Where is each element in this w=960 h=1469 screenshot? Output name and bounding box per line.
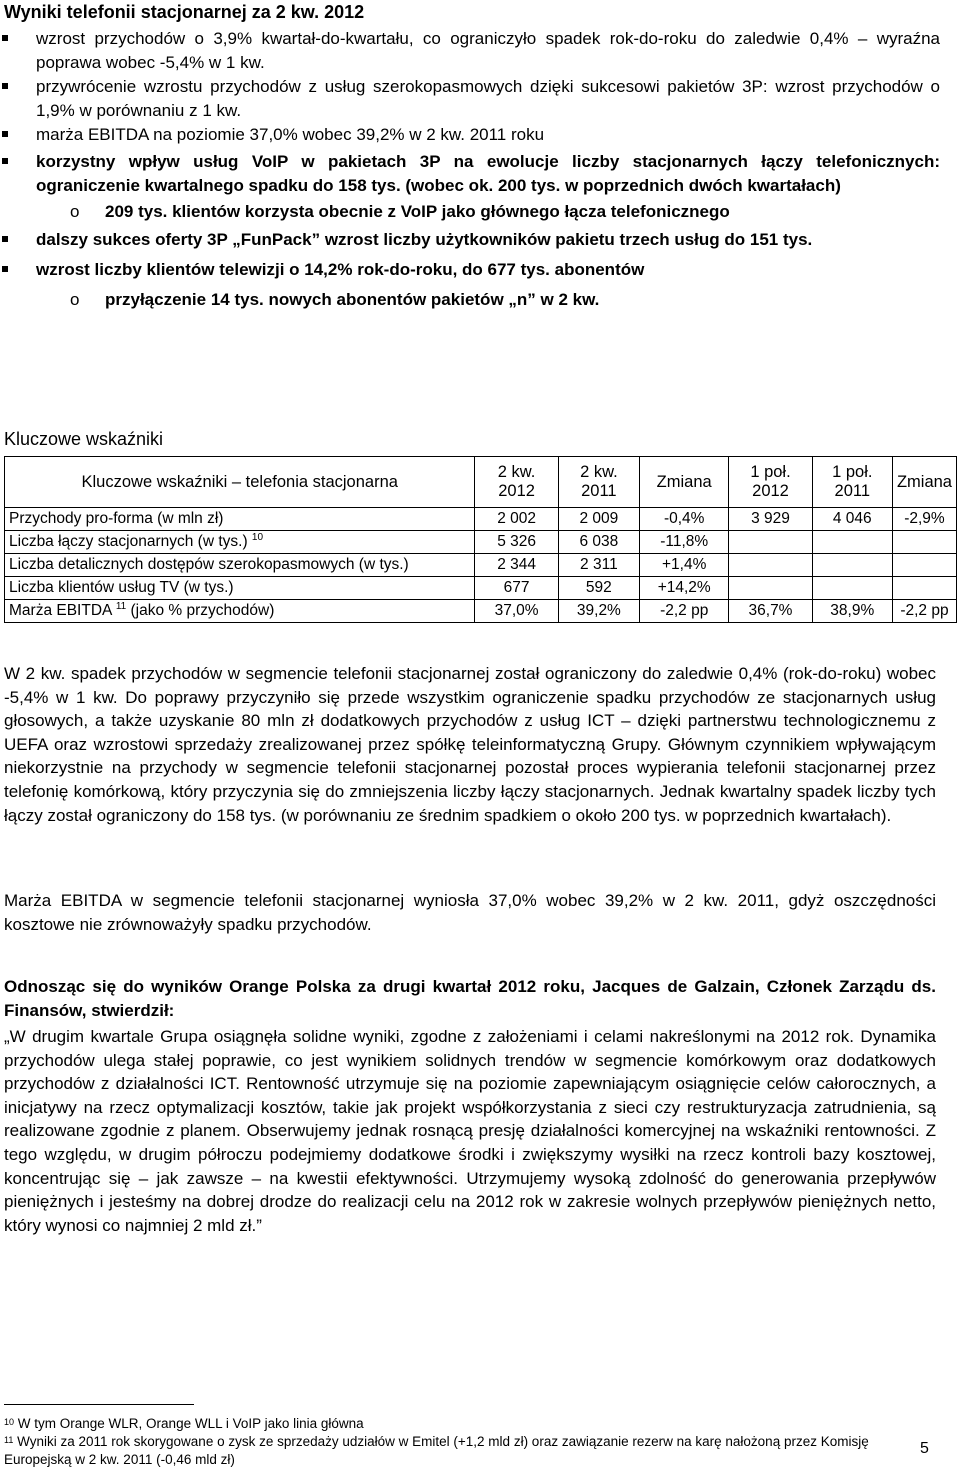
table-cell [892,531,956,554]
list-item [0,123,940,147]
table-row [5,554,957,577]
table-cell: 39,2% [558,600,639,623]
page-title: Wyniki telefonii stacjonarnej za 2 kw. 2012 [4,2,365,22]
list-item-text: przywrócenie wzrostu przychodów z usług szerokopasmowych dzięki sukcesowi pakietów 3P: wzrost przychodów o 1,9% w porównaniu z 1 kw. [36,77,940,120]
row-label: Liczba łączy stacjonarnych (w tys.) [9,533,248,551]
table-cell: 677 [475,577,558,600]
table-cell [729,554,812,577]
table-cell [812,554,892,577]
list-item-text: korzystny wpływ usług VoIP w pakietach 3P na ewolucje liczby stacjonarnych łączy telefonicznych: ograniczenie kwartalnego spadku do 158 tys. (wobec ok. 200 tys. w poprzednich dwóch kwartałach) [36,152,940,195]
circle-bullet-icon: o [70,290,80,309]
table-cell: +14,2% [640,577,729,600]
footnote-text: Wyniki za 2011 rok skorygowane o zysk ze sprzedaży udziałów w Emitel (+1,2 mld zł) oraz zawiązanie rezerw na karę nałożoną przez Komisję Europejską w 2 kw. 2011 (-0,46 mld zł) [4,1434,869,1467]
square-bullet-icon [2,158,8,164]
table-cell: -2,2 pp [640,600,729,623]
table-cell [892,577,956,600]
list-item-text: wzrost liczby klientów telewizji o 14,2% rok-do-roku, do 677 tys. abonentów [36,260,645,279]
row-label-cell [5,600,475,623]
footnote-ref: 10 [251,532,264,544]
circle-bullet-icon: o [70,202,80,221]
table-cell: 592 [558,577,639,600]
body-paragraph: W 2 kw. spadek przychodów w segmencie telefonii stacjonarnej został ograniczony do zaledwie 0,4% (rok-do-roku) wobec -5,4% w 1 kw. Do poprawy przyczyniło się przede wszystkim ograniczenie spadku przychodów ze stacjonarnych usług głosowych, a także uzyskanie 80 mln zł dodatkowych przychodów z usług ICT – dzięki partnerstwu technologicznemu z UEFA oraz wzrostowi sprzedaży zrealizowanej przez spółkę teleinformatyczną Grupy. Głównym czynnikiem wpływającym niekorzystnie na przychody w segmencie telefonii stacjonarnej pozostał proces wypierania telefonii stacjonarnej przez telefonię komórkową, który przyczynia się do zmniejszenia liczby łączy stacjonarnych. Jednak kwartalny spadek liczby tych łączy został ograniczony do 158 tys. (w porównaniu ze średnim spadkiem o około 200 tys. w poprzednich kwartałach). [4,664,936,825]
table-cell [729,577,812,600]
table-header-cell: 1 poł. 2011 [812,457,892,508]
list-item [0,258,940,282]
quote-intro: Odnosząc się do wyników Orange Polska za drugi kwartał 2012 roku, Jacques de Galzain, Członek Zarządu ds. Finansów, stwierdził: [4,977,936,1020]
square-bullet-icon [2,266,8,272]
table-cell: -11,8% [640,531,729,554]
table-header-cell: Kluczowe wskaźniki – telefonia stacjonarna [5,457,475,508]
table-cell: 2 002 [475,508,558,531]
row-label-cell [5,531,475,554]
square-bullet-icon [2,35,8,41]
table-cell: -2,2 pp [892,600,956,623]
list-item-text: wzrost przychodów o 3,9% kwartał-do-kwartału, co ograniczyło spadek rok-do-roku do zaledwie 0,4% – wyraźna poprawa wobec -5,4% w 1 kw. [36,29,940,72]
footnote [4,1415,934,1433]
table-cell: -0,4% [640,508,729,531]
list-item [0,75,940,123]
table-row [5,508,957,531]
row-label-suffix: (jako % przychodów) [126,602,275,620]
sub-list-item [0,288,940,312]
table-cell: 37,0% [475,600,558,623]
table-cell: 6 038 [558,531,639,554]
table-row [5,600,957,623]
section-heading: Kluczowe wskaźniki [4,429,164,449]
table-cell: 2 311 [558,554,639,577]
table-cell: -2,9% [892,508,956,531]
page-number: 5 [920,1440,929,1457]
footnote-ref: 11 [115,601,127,613]
row-label-cell [5,554,475,577]
list-item [0,228,940,252]
row-label-cell [5,577,475,600]
list-item-text: dalszy sukces oferty 3P „FunPack” wzrost liczby użytkowników pakietu trzech usług do 151 tys. [36,230,813,249]
table-row [5,577,957,600]
table-cell: 36,7% [729,600,812,623]
footnote-divider [4,1404,194,1405]
square-bullet-icon [2,83,8,89]
table-cell [892,554,956,577]
table-cell: +1,4% [640,554,729,577]
row-label-cell [5,508,475,531]
footnote [4,1433,934,1469]
sub-list-item-text: przyłączenie 14 tys. nowych abonentów pakietów „n” w 2 kw. [105,290,600,309]
table-cell: 3 929 [729,508,812,531]
table-header-cell: 2 kw. 2012 [475,457,558,508]
row-label: Liczba detalicznych dostępów szerokopasmowych (w tys.) [9,556,409,573]
square-bullet-icon [2,131,8,137]
table-cell: 38,9% [812,600,892,623]
table-cell: 2 009 [558,508,639,531]
table-cell: 5 326 [475,531,558,554]
table-cell [812,531,892,554]
row-label: Marża EBITDA [9,602,112,620]
square-bullet-icon [2,236,8,242]
list-item [0,150,940,198]
list-item-text: marża EBITDA na poziomie 37,0% wobec 39,2% w 2 kw. 2011 roku [36,125,545,144]
kpi-table [4,456,957,623]
list-item [0,27,940,75]
table-header-cell: 1 poł. 2012 [729,457,812,508]
sub-list-item [0,200,940,224]
table-cell [729,531,812,554]
table-cell: 4 046 [812,508,892,531]
footnote-number: 10 [4,1417,15,1427]
row-label: Liczba klientów usług TV (w tys.) [9,579,234,596]
row-label: Przychody pro-forma (w mln zł) [9,510,224,527]
table-header-cell: 2 kw. 2011 [558,457,639,508]
table-header-row [5,457,957,508]
sub-list-item-text: 209 tys. klientów korzysta obecnie z VoIP jako głównego łącza telefonicznego [105,202,730,221]
table-header-cell: Zmiana [892,457,956,508]
highlights-list [0,27,940,312]
footnote-number: 11 [4,1435,14,1445]
body-paragraph: Marża EBITDA w segmencie telefonii stacjonarnej wyniosła 37,0% wobec 39,2% w 2 kw. 2011, gdyż oszczędności kosztowe nie zrównoważyły spadku przychodów. [4,891,936,934]
table-cell: 2 344 [475,554,558,577]
quote-paragraph: „W drugim kwartale Grupa osiągnęła solidne wyniki, zgodne z założeniami i celami nakreślonymi na 2012 rok. Dynamika przychodów ulega stałej poprawie, co jest wynikiem solidnych trendów w segmencie komórkowym oraz dodatkowych przychodów z działalności ICT. Rentowność utrzymuje się na poziomie zapewniającym osiągnięcie celów całorocznych, a inicjatywy na rzecz optymalizacji kosztów, takie jak projekt współkorzystania z sieci czy restrukturyzacja zatrudnienia, są realizowane zgodnie z planem. Obserwujemy jednak rosnącą presję działalności komercyjnej na wskaźniki rentowności. Z tego względu, w drugim półroczu podejmiemy dodatkowe środki i zwiększymy wysiłki na rzecz kontroli bazy kosztowej, koncentrując się – jak zawsze – na kwestii efektywności. Utrzymujemy wysoką zdolność do generowania przepływów pieniężnych i jesteśmy na dobrej drodze do realizacji celu na 2012 rok w zakresie wolnych przepływów pieniężnych netto, który wynosi co najmniej 2 mld zł.” [4,1027,936,1235]
footnote-text: W tym Orange WLR, Orange WLL i VoIP jako linia główna [17,1416,364,1431]
table-row [5,531,957,554]
table-cell [812,577,892,600]
table-header-cell: Zmiana [640,457,729,508]
